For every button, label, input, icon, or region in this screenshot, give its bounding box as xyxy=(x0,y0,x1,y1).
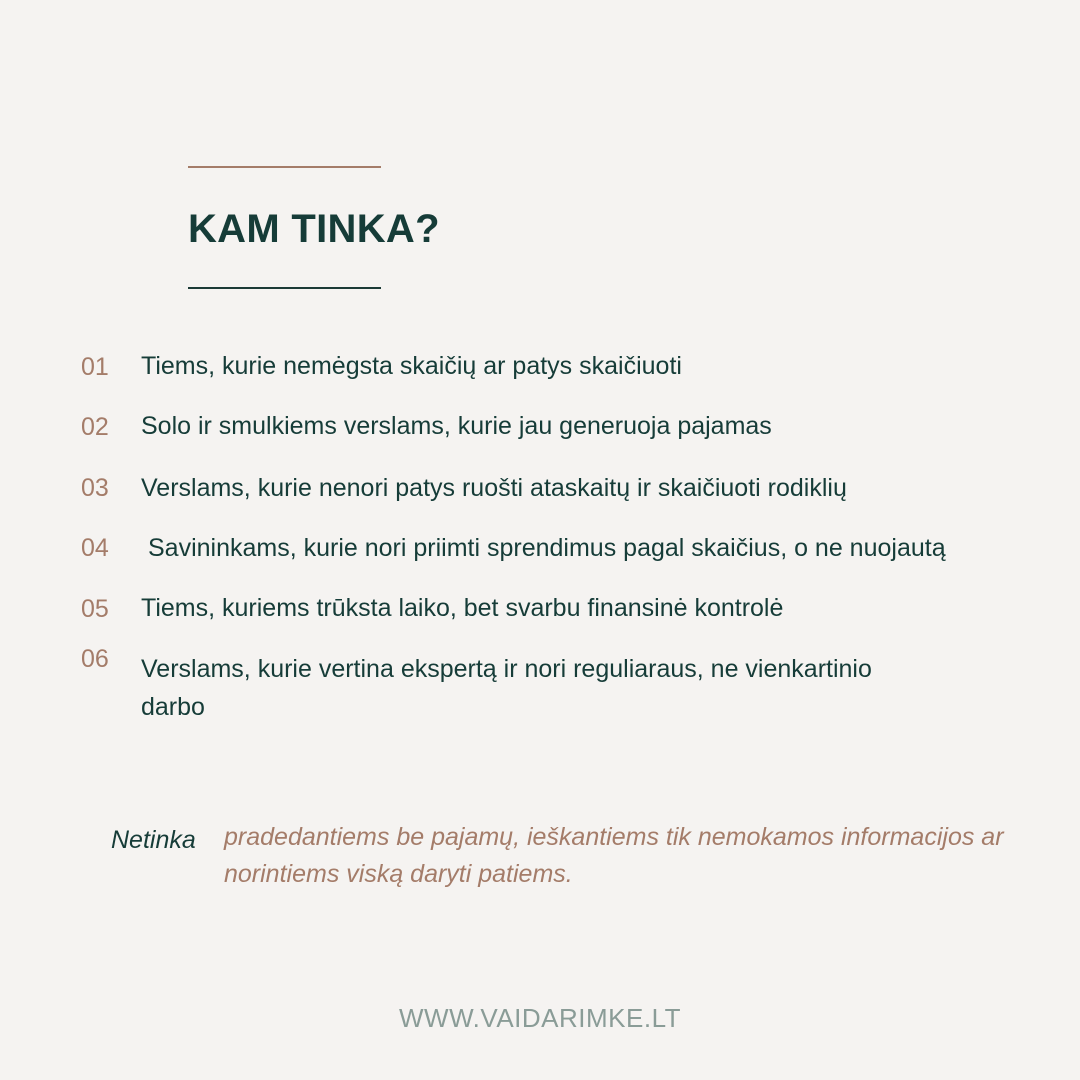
item-number: 01 xyxy=(81,353,109,381)
item-text: Solo ir smulkiems verslams, kurie jau generuoja pajamas xyxy=(141,412,772,440)
item-text: Tiems, kurie nemėgsta skaičių ar patys skaičiuoti xyxy=(141,352,682,380)
page-title: KAM TINKA? xyxy=(188,207,440,251)
item-number: 03 xyxy=(81,474,109,502)
item-number: 06 xyxy=(81,645,109,673)
item-text: Verslams, kurie vertina ekspertą ir nori reguliaraus, ne vienkartinio darbo xyxy=(141,655,872,721)
item-number: 02 xyxy=(81,413,109,441)
item-text: Tiems, kuriems trūksta laiko, bet svarbu finansinė kontrolė xyxy=(141,594,784,622)
netinka-text: pradedantiems be pajamų, ieškantiems tik nemokamos informacijos ar norintiems viską daryti patiems. xyxy=(224,823,1004,888)
item-text: Verslams, kurie nenori patys ruošti ataskaitų ir skaičiuoti rodiklių xyxy=(141,474,847,502)
netinka-label: Netinka xyxy=(111,826,196,854)
top-accent-rule xyxy=(188,166,381,168)
website-footer: WWW.VAIDARIMKE.LT xyxy=(399,1003,681,1033)
item-number: 05 xyxy=(81,595,109,623)
bottom-title-rule xyxy=(188,287,381,289)
item-number: 04 xyxy=(81,534,109,562)
item-text: Savininkams, kurie nori priimti sprendimus pagal skaičius, o ne nuojautą xyxy=(148,534,946,562)
